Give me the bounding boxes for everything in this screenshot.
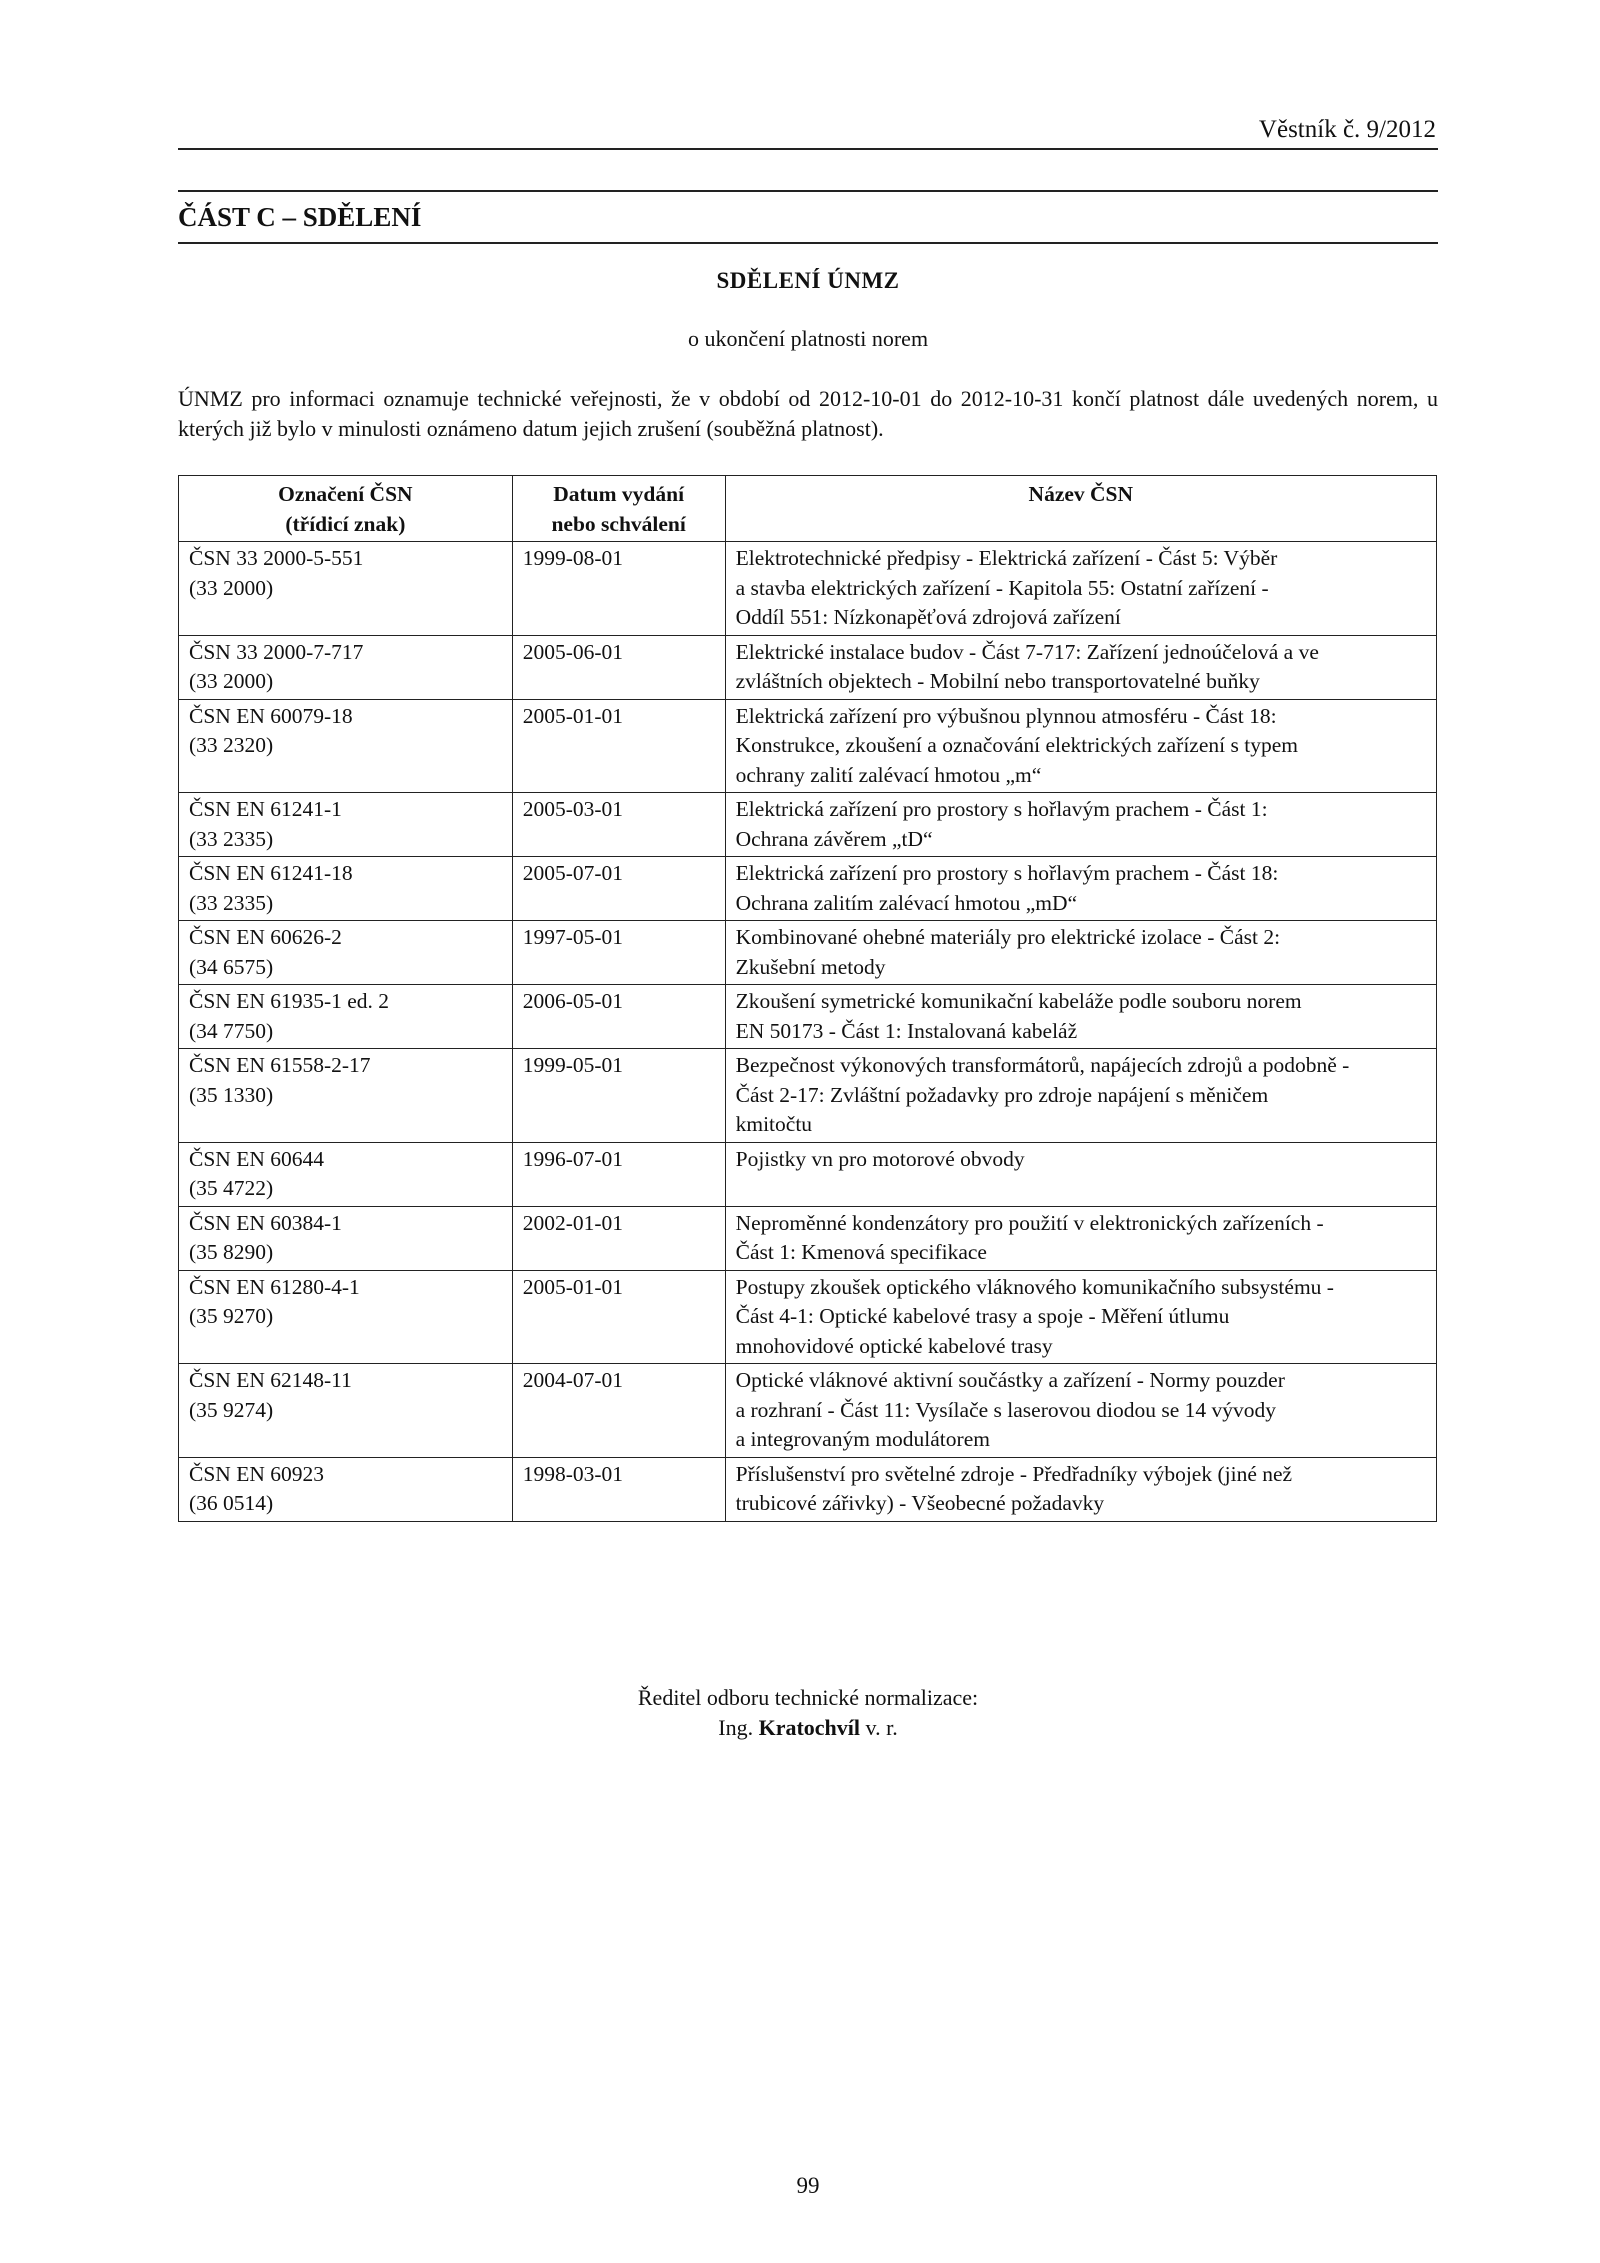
name-line: Postupy zkoušek optického vláknového komunikačního subsystému - bbox=[735, 1274, 1334, 1299]
table-row bbox=[179, 635, 1437, 699]
header-row bbox=[179, 476, 1437, 542]
cell-designation bbox=[179, 1142, 513, 1206]
name-line: Bezpečnost výkonových transformátorů, napájecích zdrojů a podobně - bbox=[735, 1053, 1350, 1077]
designation-line: (35 8290) bbox=[189, 1240, 274, 1264]
cell-name bbox=[725, 1049, 1436, 1143]
cell-date: 2005-01-01 bbox=[512, 699, 725, 793]
name-line: a integrovaným modulátorem bbox=[735, 1427, 990, 1451]
table-row bbox=[179, 542, 1437, 636]
name-line: Zkušební metody bbox=[735, 954, 886, 979]
designation-line: ČSN 33 2000-7-717 bbox=[189, 639, 364, 664]
name-line: kmitočtu bbox=[735, 1112, 813, 1136]
table-row bbox=[179, 1364, 1437, 1458]
table-row bbox=[179, 1049, 1437, 1143]
cell-designation bbox=[179, 1364, 513, 1458]
name-line: Optické vláknové aktivní součástky a zařízení - Normy pouzder bbox=[735, 1368, 1285, 1392]
table-row bbox=[179, 985, 1437, 1049]
table-row bbox=[179, 1206, 1437, 1270]
designation-line: ČSN EN 61558-2-17 bbox=[189, 1053, 371, 1077]
norms-table-body bbox=[179, 542, 1437, 1522]
designation-line: ČSN EN 60384-1 bbox=[189, 1210, 342, 1235]
cell-designation bbox=[179, 985, 513, 1049]
name-line: Elektrická zařízení pro prostory s hořlavým prachem - Část 1: bbox=[735, 797, 1268, 821]
name-line: Zkoušení symetrické komunikační kabeláže podle souboru norem bbox=[735, 989, 1302, 1013]
name-line: ochrany zalití zalévací hmotou „m“ bbox=[735, 762, 1042, 787]
cell-name bbox=[725, 985, 1436, 1049]
designation-line: (33 2335) bbox=[189, 890, 274, 915]
signature-role: Ředitel odboru technické normalizace: bbox=[637, 1685, 979, 1710]
table-row bbox=[179, 1270, 1437, 1364]
table-row bbox=[179, 1142, 1437, 1206]
cell-designation bbox=[179, 793, 513, 857]
table-row bbox=[179, 1457, 1437, 1521]
table-row bbox=[179, 793, 1437, 857]
name-line: Část 4-1: Optické kabelové trasy a spoje - Měření útlumu bbox=[735, 1304, 1230, 1328]
name-line: Oddíl 551: Nízkonapěťová zdrojová zařízení bbox=[735, 605, 1121, 629]
cell-designation bbox=[179, 635, 513, 699]
table-row bbox=[179, 857, 1437, 921]
name-line: Pojistky vn pro motorové obvody bbox=[735, 1146, 1025, 1171]
signature-surname: Kratochvíl bbox=[758, 1715, 861, 1740]
header-designation-line: Označení ČSN bbox=[278, 482, 413, 506]
cell-date: 1996-07-01 bbox=[512, 1142, 725, 1206]
designation-line: ČSN 33 2000-5-551 bbox=[189, 546, 364, 570]
designation-line: (35 1330) bbox=[189, 1082, 274, 1107]
designation-line: (35 9274) bbox=[189, 1397, 274, 1422]
designation-line: ČSN EN 61241-1 bbox=[189, 797, 342, 821]
cell-date: 1998-03-01 bbox=[512, 1457, 725, 1521]
signature-suffix: v. r. bbox=[865, 1715, 898, 1740]
intro-paragraph: ÚNMZ pro informaci oznamuje technické veřejnosti, že v období od 2012-10-01 do 2012-10-31 končí platnost dále uvedených norem, u kterých již bylo v minulosti oznámeno datum jejich zrušení (souběžná platnost). bbox=[178, 386, 1438, 441]
norms-table-head bbox=[179, 476, 1437, 542]
designation-line: (34 7750) bbox=[189, 1018, 274, 1043]
section-band bbox=[178, 190, 1438, 244]
name-line: Elektrická zařízení pro prostory s hořlavým prachem - Část 18: bbox=[735, 861, 1279, 885]
page-header bbox=[178, 112, 1438, 150]
designation-line: (33 2000) bbox=[189, 669, 274, 693]
cell-designation bbox=[179, 1457, 513, 1521]
designation-line: ČSN EN 60923 bbox=[189, 1461, 324, 1486]
header-designation bbox=[179, 476, 513, 542]
cell-designation bbox=[179, 921, 513, 985]
designation-line: (34 6575) bbox=[189, 954, 274, 979]
name-line: Elektrické instalace budov - Část 7-717: Zařízení jednoúčelová a ve bbox=[735, 639, 1319, 664]
table-row bbox=[179, 921, 1437, 985]
norms-table bbox=[178, 475, 1437, 1522]
journal-issue: Věstník č. 9/2012 bbox=[1258, 116, 1436, 143]
cell-name bbox=[725, 1270, 1436, 1364]
cell-date: 2005-06-01 bbox=[512, 635, 725, 699]
name-line: Ochrana závěrem „tD“ bbox=[735, 826, 933, 851]
cell-designation bbox=[179, 1206, 513, 1270]
name-line: Ochrana zalitím zalévací hmotou „mD“ bbox=[735, 890, 1078, 915]
cell-name bbox=[725, 1206, 1436, 1270]
cell-name bbox=[725, 1142, 1436, 1206]
name-line: trubicové zářivky) - Všeobecné požadavky bbox=[735, 1491, 1105, 1515]
page-number: 99 bbox=[796, 2173, 820, 2198]
designation-line: ČSN EN 62148-11 bbox=[189, 1368, 352, 1392]
designation-line: ČSN EN 61280-4-1 bbox=[189, 1274, 360, 1299]
cell-name bbox=[725, 921, 1436, 985]
name-line: Část 2-17: Zvláštní požadavky pro zdroje napájení s měničem bbox=[735, 1082, 1269, 1107]
cell-designation bbox=[179, 1270, 513, 1364]
cell-name bbox=[725, 1457, 1436, 1521]
name-line: Příslušenství pro světelné zdroje - Předřadníky výbojek (jiné než bbox=[735, 1461, 1293, 1486]
notice-subtitle: o ukončení platnosti norem bbox=[687, 326, 929, 351]
header-designation-line: (třídicí znak) bbox=[285, 511, 406, 536]
cell-designation bbox=[179, 1049, 513, 1143]
table-row bbox=[179, 699, 1437, 793]
designation-line: (35 9270) bbox=[189, 1304, 274, 1328]
designation-line: (36 0514) bbox=[189, 1491, 274, 1515]
cell-designation bbox=[179, 857, 513, 921]
name-line: mnohovidové optické kabelové trasy bbox=[735, 1333, 1053, 1358]
cell-date: 1999-05-01 bbox=[512, 1049, 725, 1143]
designation-line: ČSN EN 60079-18 bbox=[189, 703, 353, 728]
cell-date: 1999-08-01 bbox=[512, 542, 725, 636]
designation-line: ČSN EN 60644 bbox=[189, 1146, 324, 1171]
cell-date: 2002-01-01 bbox=[512, 1206, 725, 1270]
header-name bbox=[725, 476, 1436, 542]
cell-name bbox=[725, 542, 1436, 636]
header-date bbox=[512, 476, 725, 542]
designation-line: (35 4722) bbox=[189, 1176, 274, 1200]
name-line: a stavba elektrických zařízení - Kapitola 55: Ostatní zařízení - bbox=[735, 575, 1269, 600]
name-line: Neproměnné kondenzátory pro použití v elektronických zařízeních - bbox=[735, 1210, 1324, 1235]
cell-date: 1997-05-01 bbox=[512, 921, 725, 985]
cell-name bbox=[725, 1364, 1436, 1458]
name-line: EN 50173 - Část 1: Instalovaná kabeláž bbox=[735, 1018, 1078, 1043]
signature-block bbox=[178, 1683, 1438, 1743]
designation-line: ČSN EN 61241-18 bbox=[189, 861, 353, 885]
name-line: Kombinované ohebné materiály pro elektrické izolace - Část 2: bbox=[735, 925, 1281, 949]
notice-title: SDĚLENÍ ÚNMZ bbox=[716, 268, 900, 293]
signature-name-line bbox=[178, 1713, 1438, 1743]
header-date-line: nebo schválení bbox=[551, 511, 686, 536]
designation-line: (33 2320) bbox=[189, 733, 274, 757]
name-line: a rozhraní - Část 11: Vysílače s laserovou diodou se 14 vývody bbox=[735, 1397, 1276, 1422]
cell-designation bbox=[179, 542, 513, 636]
name-line: Elektrotechnické předpisy - Elektrická zařízení - Část 5: Výběr bbox=[735, 546, 1278, 570]
designation-line: ČSN EN 60626-2 bbox=[189, 925, 342, 949]
designation-line: (33 2000) bbox=[189, 575, 274, 600]
cell-name bbox=[725, 857, 1436, 921]
cell-designation bbox=[179, 699, 513, 793]
name-line: zvláštních objektech - Mobilní nebo transportovatelné buňky bbox=[735, 669, 1260, 693]
designation-line: (33 2335) bbox=[189, 826, 274, 851]
header-name-line: Název ČSN bbox=[1028, 482, 1134, 506]
name-line: Konstrukce, zkoušení a označování elektrických zařízení s typem bbox=[735, 733, 1298, 757]
name-line: Elektrická zařízení pro výbušnou plynnou atmosféru - Část 18: bbox=[735, 703, 1277, 728]
cell-date: 2005-07-01 bbox=[512, 857, 725, 921]
designation-line: ČSN EN 61935-1 ed. 2 bbox=[189, 989, 390, 1013]
cell-name bbox=[725, 793, 1436, 857]
cell-name bbox=[725, 635, 1436, 699]
header-date-line: Datum vydání bbox=[553, 482, 685, 506]
cell-date: 2006-05-01 bbox=[512, 985, 725, 1049]
cell-date: 2005-03-01 bbox=[512, 793, 725, 857]
cell-date: 2005-01-01 bbox=[512, 1270, 725, 1364]
cell-name bbox=[725, 699, 1436, 793]
cell-date: 2004-07-01 bbox=[512, 1364, 725, 1458]
name-line: Část 1: Kmenová specifikace bbox=[735, 1240, 987, 1264]
section-title: ČÁST C – SDĚLENÍ bbox=[178, 202, 422, 232]
signature-title: Ing. bbox=[718, 1715, 754, 1740]
